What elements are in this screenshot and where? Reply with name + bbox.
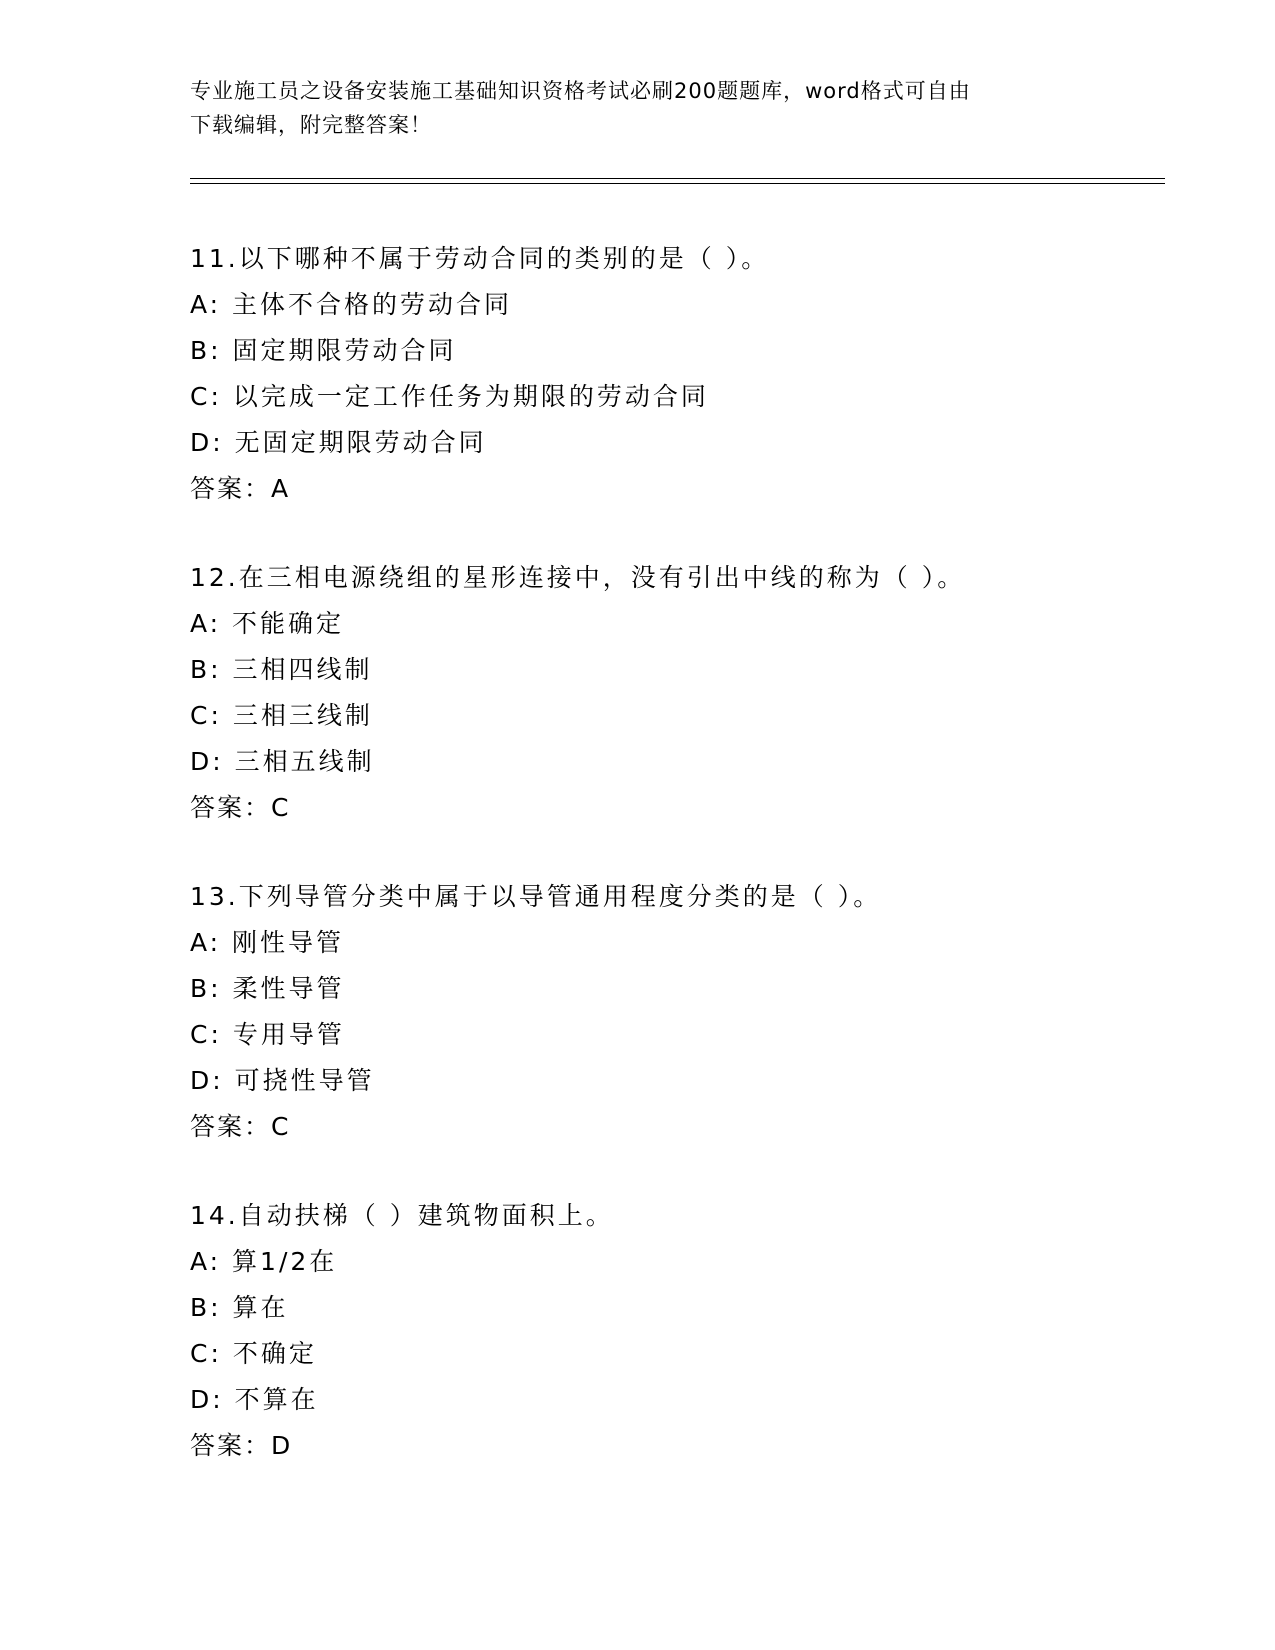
option-letter: A: <box>190 290 222 319</box>
question-text: 自动扶梯（ ）建筑物面积上。 <box>238 1201 614 1230</box>
answer-label: 答案： <box>190 1431 272 1460</box>
question-stem <box>190 874 1165 920</box>
option-letter: A: <box>190 928 222 957</box>
option-b <box>190 966 1165 1012</box>
answer-value: A <box>271 474 289 503</box>
option-text: 不能确定 <box>232 609 345 638</box>
option-letter: C: <box>190 1339 222 1368</box>
option-text: 不算在 <box>234 1385 319 1414</box>
option-text: 三相四线制 <box>232 655 373 684</box>
answer-line <box>190 1104 1165 1150</box>
question-text: 在三相电源绕组的星形连接中，没有引出中线的称为（ ）。 <box>238 563 966 592</box>
option-letter: D: <box>190 428 224 457</box>
document-header <box>190 74 1090 142</box>
question-number: 14. <box>190 1201 239 1230</box>
option-c <box>190 1331 1165 1377</box>
option-letter: B: <box>190 655 222 684</box>
option-text: 以完成一定工作任务为期限的劳动合同 <box>232 382 709 411</box>
option-c <box>190 374 1165 420</box>
question-text: 下列导管分类中属于以导管通用程度分类的是（ ）。 <box>238 882 882 911</box>
option-letter: C: <box>190 1020 222 1049</box>
option-letter: D: <box>190 747 224 776</box>
option-letter: C: <box>190 382 222 411</box>
option-text: 无固定期限劳动合同 <box>234 428 487 457</box>
header-line-2: 下载编辑，附完整答案！ <box>190 113 432 137</box>
option-letter: B: <box>190 974 222 1003</box>
option-letter: A: <box>190 609 222 638</box>
question-item <box>190 236 1165 512</box>
answer-label: 答案： <box>190 1112 272 1141</box>
answer-value: C <box>271 1112 289 1141</box>
header-divider-bottom <box>190 183 1165 184</box>
option-b <box>190 647 1165 693</box>
answer-value: D <box>271 1431 291 1460</box>
option-c <box>190 1012 1165 1058</box>
answer-label: 答案： <box>190 793 272 822</box>
option-letter: A: <box>190 1247 222 1276</box>
option-text: 三相五线制 <box>234 747 375 776</box>
option-d <box>190 739 1165 785</box>
option-text: 刚性导管 <box>232 928 345 957</box>
answer-line <box>190 466 1165 512</box>
option-letter: C: <box>190 701 222 730</box>
question-number: 13. <box>190 882 239 911</box>
answer-label: 答案： <box>190 474 272 503</box>
answer-line <box>190 785 1165 831</box>
question-item <box>190 874 1165 1150</box>
option-a <box>190 601 1165 647</box>
question-item <box>190 555 1165 831</box>
question-item <box>190 1193 1165 1469</box>
question-number: 12. <box>190 563 239 592</box>
option-text: 算在 <box>232 1293 289 1322</box>
header-line-1: 专业施工员之设备安装施工基础知识资格考试必刷200题题库，word格式可自由 <box>190 79 971 103</box>
question-number: 11. <box>190 244 239 273</box>
option-d <box>190 420 1165 466</box>
option-text: 算1/2在 <box>232 1247 338 1276</box>
option-text: 固定期限劳动合同 <box>232 336 457 365</box>
option-letter: D: <box>190 1066 224 1095</box>
option-text: 不确定 <box>232 1339 317 1368</box>
option-letter: B: <box>190 1293 222 1322</box>
option-b <box>190 1285 1165 1331</box>
option-text: 主体不合格的劳动合同 <box>232 290 513 319</box>
option-a <box>190 920 1165 966</box>
option-text: 三相三线制 <box>232 701 373 730</box>
option-text: 柔性导管 <box>232 974 345 1003</box>
question-text: 以下哪种不属于劳动合同的类别的是（ ）。 <box>238 244 770 273</box>
option-text: 专用导管 <box>232 1020 345 1049</box>
option-a <box>190 282 1165 328</box>
question-stem <box>190 555 1165 601</box>
option-d <box>190 1377 1165 1423</box>
header-divider-top <box>190 178 1165 179</box>
option-text: 可挠性导管 <box>234 1066 375 1095</box>
question-list <box>190 236 1165 1512</box>
option-letter: B: <box>190 336 222 365</box>
option-a <box>190 1239 1165 1285</box>
option-b <box>190 328 1165 374</box>
question-stem <box>190 1193 1165 1239</box>
option-d <box>190 1058 1165 1104</box>
question-stem <box>190 236 1165 282</box>
option-c <box>190 693 1165 739</box>
answer-line <box>190 1423 1165 1469</box>
option-letter: D: <box>190 1385 224 1414</box>
answer-value: C <box>271 793 289 822</box>
